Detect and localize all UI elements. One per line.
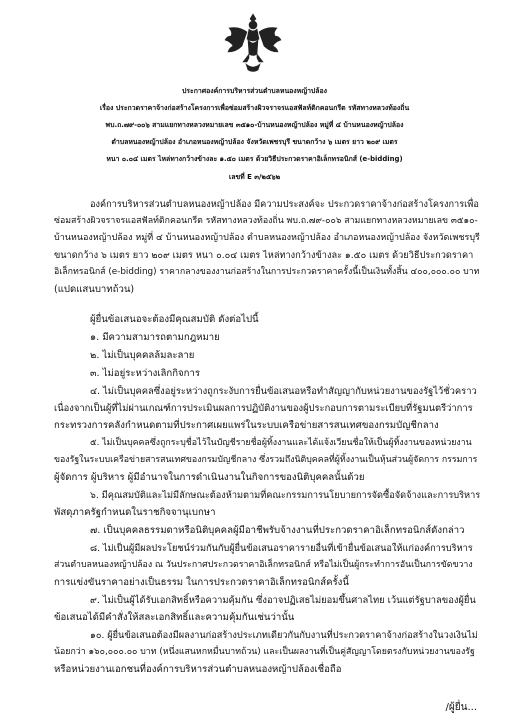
subject-line-4: หนา ๐.๐๔ เมตร ไหล่ทางกว้างข้างละ ๑.๕๐ เมตร ด้วยวิธีประกวดราคาอิเล็กทรอนิกส์ (e-bidding): [106, 155, 403, 163]
intro-line-2: ซ่อมสร้างผิวจราจรแอสฟัลท์ติกคอนกรีต รหัสทางหลวงท้องถิ่น พบ.ถ.๗๙-๐๐๖ สามแยกทางหลวงหมายเลข ๓๕๑๐-: [54, 216, 478, 226]
qualifications-heading: ผู้ยื่นข้อเสนอจะต้องมีคุณสมบัติ ดังต่อไปนี้: [90, 314, 259, 325]
qualification-item-4-line-1: ๔. ไม่เป็นบุคคลซึ่งอยู่ระหว่างถูกระงับการยื่นข้อเสนอหรือทำสัญญากับหน่วยงานของรัฐไว้ชั่วคราว: [90, 386, 477, 397]
qualification-item-5-line-2: ของรัฐในระบบเครือข่ายสารสนเทศของกรมบัญชีกลาง ซึ่งรวมถึงนิติบุคคลที่ผู้ทิ้งงานเป็นหุ้นส่วนผู้จัดการ กรรมการ: [54, 455, 478, 465]
qualification-item-6-line-1: ๖. มีคุณสมบัติและไม่มีลักษณะต้องห้ามตามที่คณะกรรมการนโยบายการจัดซื้อจัดจ้างและการบริหาร: [90, 490, 481, 501]
qualification-item-8-line-2: ส่วนตำบลหนองหญ้าปล้อง ณ วันประกาศประกวดราคาอิเล็กทรอนิกส์ หรือไม่เป็นผู้กระทำการอันเป็นการขัดขวาง: [54, 560, 473, 570]
qualification-item-10-line-2: น้อยกว่า ๑๖๐,๐๐๐.๐๐ บาท (หนึ่งแสนหกหมื่นบาทถ้วน) และเป็นผลงานที่เป็นคู่สัญญาโดยตรงกับหน่วยงานของรัฐ: [54, 647, 475, 657]
intro-line-6: (แปดแสนบาทถ้วน): [54, 284, 135, 295]
qualification-item-4-line-2: เนื่องจากเป็นผู้ที่ไม่ผ่านเกณฑ์การประเมินผลการปฏิบัติงานของผู้ประกอบการตามระเบียบที่รัฐมนตรีว่าการ: [54, 403, 473, 414]
qualification-item-2: ๒. ไม่เป็นบุคคลล้มละลาย: [90, 350, 195, 361]
qualification-item-10-line-3: หรือหน่วยงานเอกชนที่องค์การบริหารส่วนตำบลหนองหญ้าปล้องเชื่อถือ: [54, 664, 342, 675]
qualification-item-3: ๓. ไม่อยู่ระหว่างเลิกกิจการ: [90, 368, 201, 379]
intro-line-1: องค์การบริหารส่วนตำบลหนองหญ้าปล้อง มีความประสงค์จะ ประกวดราคาจ้างก่อสร้างโครงการเพื่อ: [90, 199, 479, 210]
subject-line-2: พบ.ถ.๗๙-๐๐๖ สามแยกทางหลวงหมายเลข ๓๕๑๐-บ้านหนองหญ้าปล้อง หมู่ที่ ๔ บ้านหนองหญ้าปล้อง: [105, 121, 404, 129]
qualification-item-5-line-1: ๕. ไม่เป็นบุคคลซึ่งถูกระบุชื่อไว้ในบัญชีรายชื่อผู้ทิ้งงานและได้แจ้งเวียนชื่อให้เป็นผู้ทิ้งงานของหน่วยงาน: [90, 438, 472, 448]
qualification-item-1: ๑. มีความสามารถตามกฎหมาย: [90, 332, 220, 343]
announcement-title: ประกาศองค์การบริหารส่วนตำบลหนองหญ้าปล้อง: [181, 87, 328, 95]
qualification-item-8-line-3: การแข่งขันราคาอย่างเป็นธรรม ในการประกวดราคาอิเล็กทรอนิกส์ครั้งนี้: [54, 577, 349, 588]
qualification-item-9-line-1: ๙. ไม่เป็นผู้ได้รับเอกสิทธิ์หรือความคุ้มกัน ซึ่งอาจปฏิเสธไม่ยอมขึ้นศาลไทย เว้นแต่รัฐบาลของผู้ยื่น: [90, 595, 476, 606]
qualification-item-8-line-1: ๘. ไม่เป็นผู้มีผลประโยชน์ร่วมกันกับผู้ยื่นข้อเสนอราคารายอื่นที่เข้ายื่นข้อเสนอให้แก่องค์การบริหาร: [90, 543, 473, 554]
subject-line-1: เรื่อง ประกวดราคาจ้างก่อสร้างโครงการเพื่อซ่อมสร้างผิวจราจรแอสฟัลท์ติกคอนกรีต รหัสทางหลวงท้องถิ่น: [99, 104, 410, 112]
subject-line-3: ตำบลหนองหญ้าปล้อง อำเภอหนองหญ้าปล้อง จังหวัดเพชรบุรี ขนาดกว้าง ๖ เมตร ยาว ๒๐๙ เมตร: [111, 138, 398, 146]
garuda-emblem-icon: [222, 12, 284, 74]
intro-line-4: ขนาดกว้าง ๖ เมตร ยาว ๒๐๙ เมตร หนา ๐.๐๔ เมตร ไหล่ทางกว้างข้างละ ๑.๕๐ เมตร ด้วยวิธีประกวดราคา: [54, 250, 474, 261]
announcement-number: เลขที่ E ๓/๒๕๖๒: [228, 173, 281, 181]
intro-line-3: บ้านหนองหญ้าปล้อง หมู่ที่ ๔ บ้านหนองหญ้าปล้อง ตำบลหนองหญ้าปล้อง อำเภอหนองหญ้าปล้อง จังหวัดเพชรบุรี: [54, 233, 480, 243]
qualification-item-6-line-2: พัสดุภาครัฐกำหนดในราชกิจจานุเบกษา: [54, 507, 216, 518]
qualification-item-9-line-2: ข้อเสนอได้มีคำสั่งให้สละเอกสิทธิ์และความคุ้มกันเช่นว่านั้น: [54, 612, 295, 623]
intro-line-5: อิเล็กทรอนิกส์ (e-bidding) ราคากลางของงานก่อสร้างในการประกวดราคาครั้งนี้เป็นเงินทั้งสิ้น ๔๐๐,๐๐๐.๐๐ บาท: [54, 267, 480, 277]
qualification-item-10-line-1: ๑๐. ผู้ยื่นข้อเสนอต้องมีผลงานก่อสร้างประเภทเดียวกันกับงานที่ประกวดราคาจ้างก่อสร้างในวงเงินไม่: [90, 630, 478, 641]
page-continuation: /ผู้ยื่น...: [445, 702, 477, 713]
qualification-item-4-line-3: กระทรวงการคลังกำหนดตามที่ประกาศเผยแพร่ในระบบเครือข่ายสารสนเทศของกรมบัญชีกลาง: [54, 420, 439, 431]
qualification-item-5-line-3: ผู้จัดการ ผู้บริหาร ผู้มีอำนาจในการดำเนินงานในกิจการของนิติบุคคลนั้นด้วย: [54, 472, 365, 483]
qualification-item-7: ๗. เป็นบุคคลธรรมดาหรือนิติบุคคลผู้มีอาชีพรับจ้างงานที่ประกวดราคาอิเล็กทรอนิกส์ดังกล่าว: [90, 525, 465, 536]
